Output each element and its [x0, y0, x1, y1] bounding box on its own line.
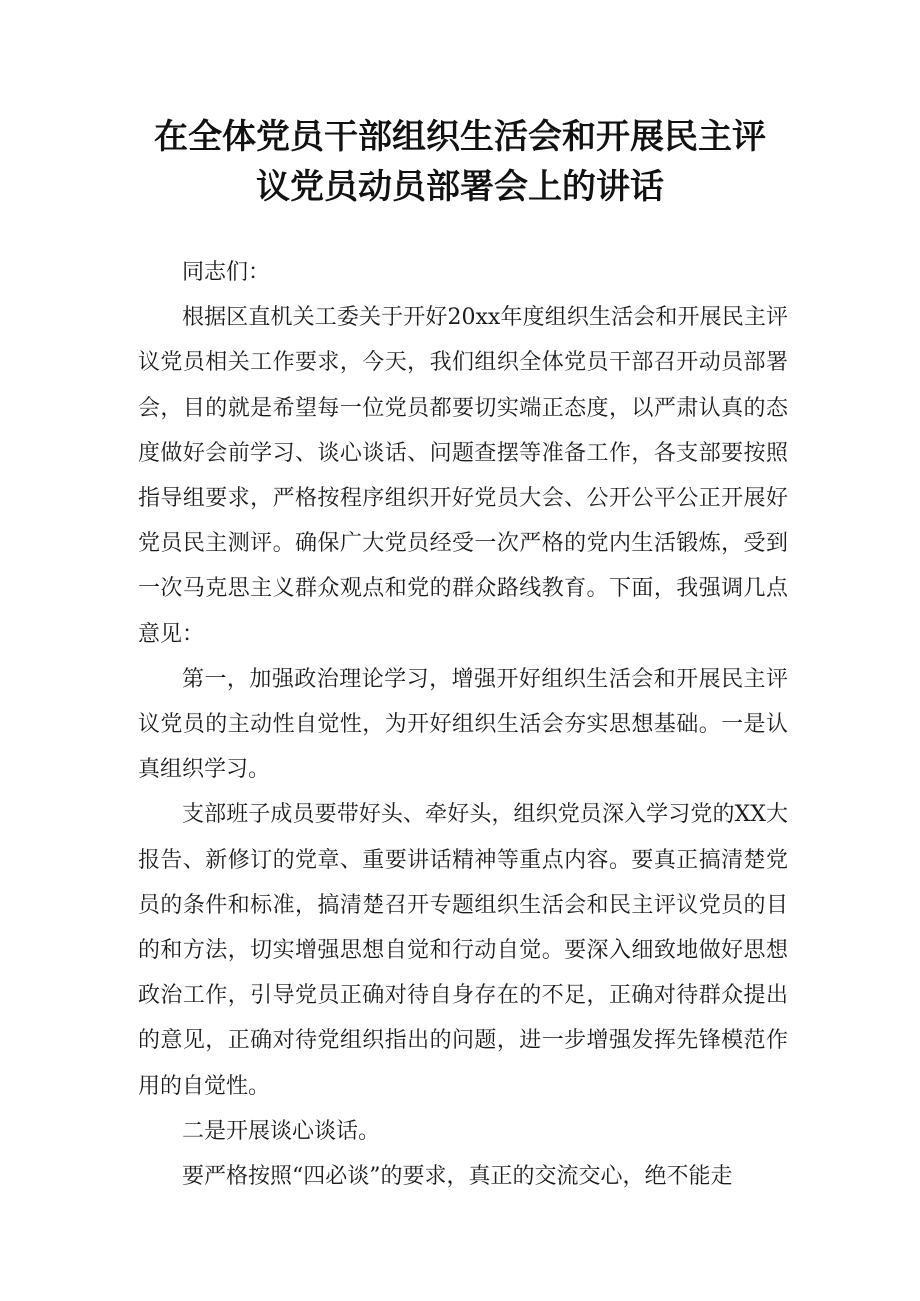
- paragraph-branch-study: 支部班子成员要带好头、牵好头，组织党员深入学习党的XX大报告、新修订的党章、重要讲话精神等重点内容。要真正搞清楚党员的条件和标准，搞清楚召开专题组织生活会和民主评议党员的目的和方法，切实增强思想自觉和行动自觉。要深入细致地做好思想政治工作，引导党员正确对待自身存在的不足，正确对待群众提出的意见，正确对待党组织指出的问题，进一步增强发挥先锋模范作用的自觉性。: [138, 802, 788, 1099]
- paragraph-heart-talk-heading: 二是开展谈心谈话。: [182, 1118, 381, 1144]
- document-title-line-2: 议党员动员部署会上的讲话: [256, 167, 664, 207]
- paragraph-point-one: 第一，加强政治理论学习，增强开好组织生活会和开展民主评议党员的主动性自觉性，为开好组织生活会夯实思想基础。一是认真组织学习。: [138, 666, 788, 783]
- document-body: [138, 250, 788, 1199]
- paragraph-intro: 根据区直机关工委关于开好20xx年度组织生活会和开展民主评议党员相关工作要求，今天，我们组织全体党员干部召开动员部署会，目的就是希望每一位党员都要切实端正态度，以严肃认真的态度做好会前学习、谈心谈话、问题查摆等准备工作，各支部要按照指导组要求，严格按程序组织开好党员大会、公开公平公正开展好党员民主测评。确保广大党员经受一次严格的党内生活锻炼，受到一次马克思主义群众观点和党的群众路线教育。下面，我强调几点意见：: [138, 305, 788, 647]
- paragraph-four-must-talks: 要严格按照“四必谈”的要求，真正的交流交心，绝不能走: [182, 1164, 733, 1190]
- salutation: 同志们：: [182, 260, 271, 285]
- document-title-line-1: 在全体党员干部组织生活会和开展民主评: [154, 117, 766, 157]
